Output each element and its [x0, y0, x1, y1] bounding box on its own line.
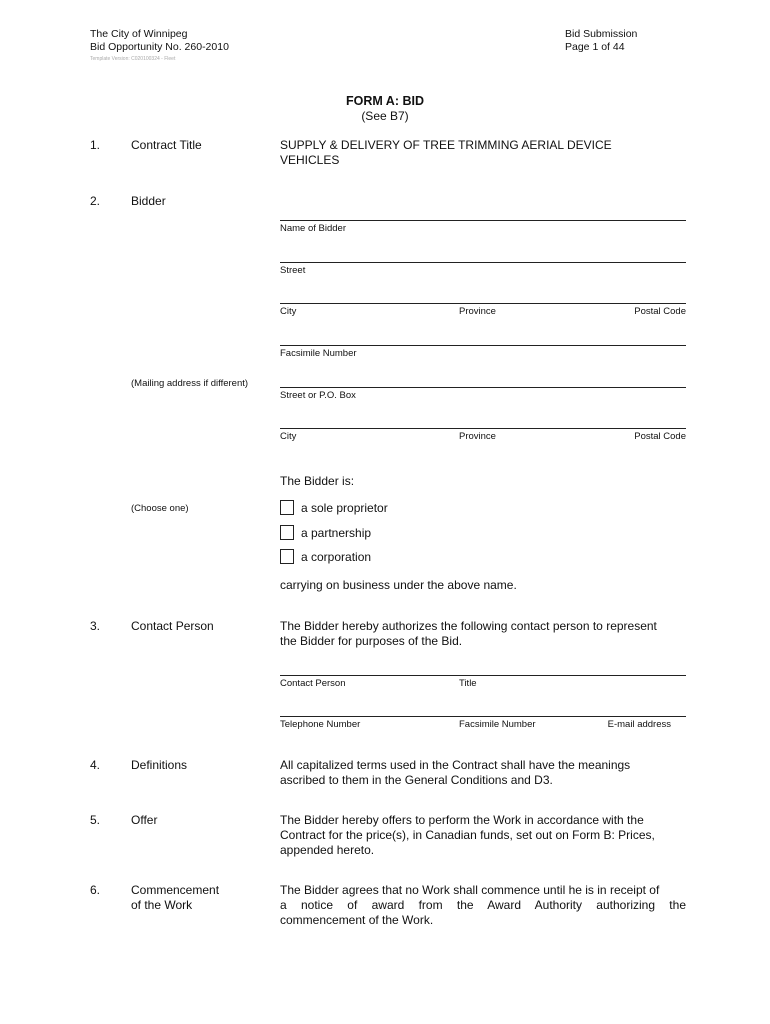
section-6-number: 6. — [90, 883, 101, 897]
city-province-postal-line[interactable] — [280, 303, 686, 304]
telephone-caption — [280, 719, 686, 731]
section-2-number: 2. — [90, 194, 101, 208]
choose-one-note: (Choose one) — [131, 503, 189, 514]
mailing-postal-code-label: Postal Code — [634, 431, 686, 442]
mailing-street-caption — [280, 390, 686, 402]
section-3-label: Contact Person — [131, 619, 214, 633]
facsimile-label: Facsimile Number — [280, 348, 357, 359]
commencement-line3: commencement of the Work. — [280, 913, 434, 927]
template-version: Template Version: C020100324 - Fleet — [90, 56, 176, 62]
email-label: E-mail address — [607, 719, 671, 730]
mailing-city-line[interactable] — [280, 428, 686, 429]
facsimile-line[interactable] — [280, 345, 686, 346]
contact-person-line[interactable] — [280, 675, 686, 676]
title-label: Title — [459, 678, 477, 689]
contract-title-text — [280, 138, 686, 168]
contact-person-caption — [280, 678, 686, 690]
section-6-label-line2: of the Work — [131, 898, 193, 912]
section-6-label — [131, 883, 219, 913]
corporation-checkbox[interactable] — [280, 549, 294, 564]
section-5-number: 5. — [90, 813, 101, 827]
telephone-label: Telephone Number — [280, 719, 361, 730]
contact-person-line2: the Bidder for purposes of the Bid. — [280, 634, 463, 648]
name-of-bidder-line[interactable] — [280, 220, 686, 221]
carrying-on-business-text: carrying on business under the above name. — [280, 578, 517, 592]
definitions-line1: All capitalized terms used in the Contract shall have the meanings — [280, 758, 631, 772]
header-submission: Bid Submission — [565, 28, 638, 40]
sole-proprietor-checkbox[interactable] — [280, 500, 294, 515]
bidder-is-text: The Bidder is: — [280, 474, 355, 488]
form-title: FORM A: BID — [346, 94, 424, 108]
name-of-bidder-label: Name of Bidder — [280, 223, 347, 234]
sole-proprietor-label: a sole proprietor — [301, 501, 388, 515]
partnership-checkbox[interactable] — [280, 525, 294, 540]
mailing-city-label: City — [280, 431, 297, 442]
offer-text — [280, 813, 686, 858]
header-right — [565, 28, 637, 54]
section-6-label-line1: Commencement — [131, 883, 220, 897]
commencement-line1: The Bidder agrees that no Work shall commence until he is in receipt of — [280, 883, 660, 897]
partnership-label: a partnership — [301, 526, 372, 540]
offer-line2: Contract for the price(s), in Canadian funds, set out on Form B: Prices, — [280, 828, 655, 842]
corporation-label: a corporation — [301, 550, 372, 564]
province-label: Province — [459, 306, 496, 317]
offer-line1: The Bidder hereby offers to perform the Work in accordance with the — [280, 813, 644, 827]
section-3-number: 3. — [90, 619, 101, 633]
mailing-street-line[interactable] — [280, 387, 686, 388]
section-1-number: 1. — [90, 138, 101, 152]
contract-title-line1: SUPPLY & DELIVERY OF TREE TRIMMING AERIAL DEVICE — [280, 138, 612, 152]
form-subtitle: (See B7) — [361, 109, 409, 123]
section-4-label: Definitions — [131, 758, 188, 772]
definitions-text — [280, 758, 686, 788]
contact-facsimile-label: Facsimile Number — [459, 719, 536, 730]
header-city: The City of Winnipeg — [90, 28, 188, 40]
contact-person-line1: The Bidder hereby authorizes the following contact person to represent — [280, 619, 657, 633]
name-of-bidder-caption — [280, 223, 686, 235]
offer-line3: appended hereto. — [280, 843, 375, 857]
section-1-label: Contract Title — [131, 138, 202, 152]
street-caption — [280, 265, 686, 277]
mailing-city-caption — [280, 431, 686, 443]
contact-person-text — [280, 619, 686, 649]
street-label: Street — [280, 265, 306, 276]
header-left — [90, 28, 229, 54]
definitions-line2: ascribed to them in the General Conditions and D3. — [280, 773, 553, 787]
mailing-province-label: Province — [459, 431, 496, 442]
section-4-number: 4. — [90, 758, 101, 772]
postal-code-label: Postal Code — [634, 306, 686, 317]
street-line[interactable] — [280, 262, 686, 263]
city-label: City — [280, 306, 297, 317]
telephone-line[interactable] — [280, 716, 686, 717]
street-po-box-label: Street or P.O. Box — [280, 390, 356, 401]
section-5-label: Offer — [131, 813, 158, 827]
contact-person-label: Contact Person — [280, 678, 346, 689]
commencement-text — [280, 883, 686, 928]
contract-title-line2: VEHICLES — [280, 153, 340, 167]
facsimile-caption — [280, 348, 686, 360]
section-2-label: Bidder — [131, 194, 166, 208]
header-bid-number: Bid Opportunity No. 260-2010 — [90, 41, 229, 53]
mailing-address-note: (Mailing address if different) — [131, 378, 249, 389]
header-page-number: Page 1 of 44 — [565, 41, 625, 53]
commencement-line2: a notice of award from the Award Authority authorizing the — [280, 898, 686, 912]
city-province-postal-caption — [280, 306, 686, 318]
